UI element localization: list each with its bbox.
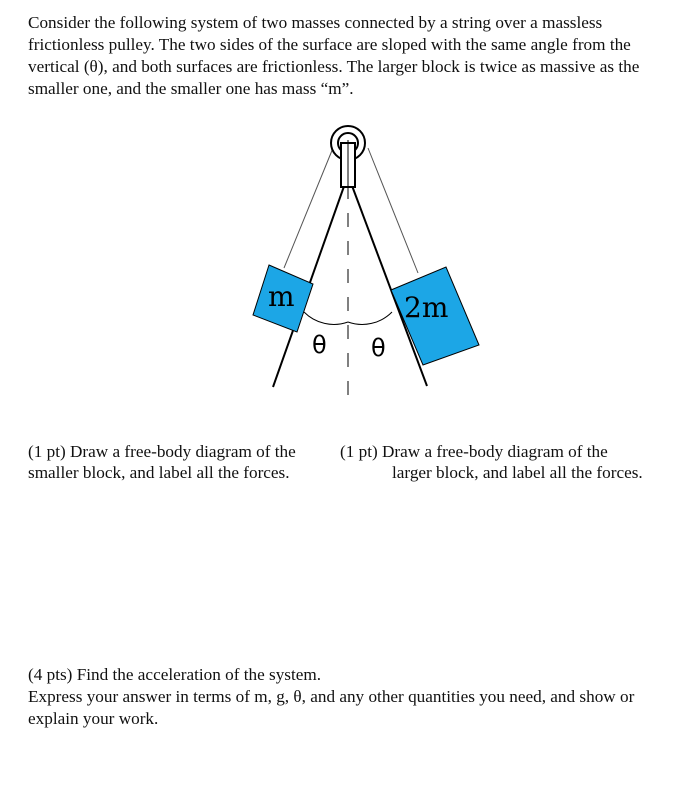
angle-arc-left <box>304 312 348 324</box>
question-2-line-1: (1 pt) Draw a free-body diagram of the <box>340 442 608 461</box>
question-3-line-1: (4 pts) Find the acceleration of the system. <box>28 665 322 684</box>
large-block-label: 2m <box>404 291 449 324</box>
angle-arc-right <box>348 312 392 324</box>
question-2-line-2: larger block, and label all the forces. <box>392 463 643 482</box>
angle-right-label: θ <box>371 334 386 362</box>
question-1: (1 pt) Draw a free-body diagram of the smaller block, and label all the forces. <box>28 442 296 482</box>
problem-intro: Consider the following system of two masses connected by a string over a massless frictionless pulley. The two sides of the surface are sloped with the same angle from the vertical (θ), and both surfaces are frictionless. The larger block is twice as massive as the smaller one, and the smaller one has mass “m”. <box>28 13 640 98</box>
question-3-line-2: Express your answer in terms of m, g, θ, and any other quantities you need, and show or explain your work. <box>28 687 635 728</box>
question-2 <box>340 441 680 483</box>
string-left <box>284 148 333 268</box>
question-3 <box>28 664 678 730</box>
string-right <box>368 148 418 273</box>
pulley <box>331 126 365 188</box>
angle-left-label: θ <box>312 331 327 359</box>
small-block-label: m <box>268 280 295 313</box>
